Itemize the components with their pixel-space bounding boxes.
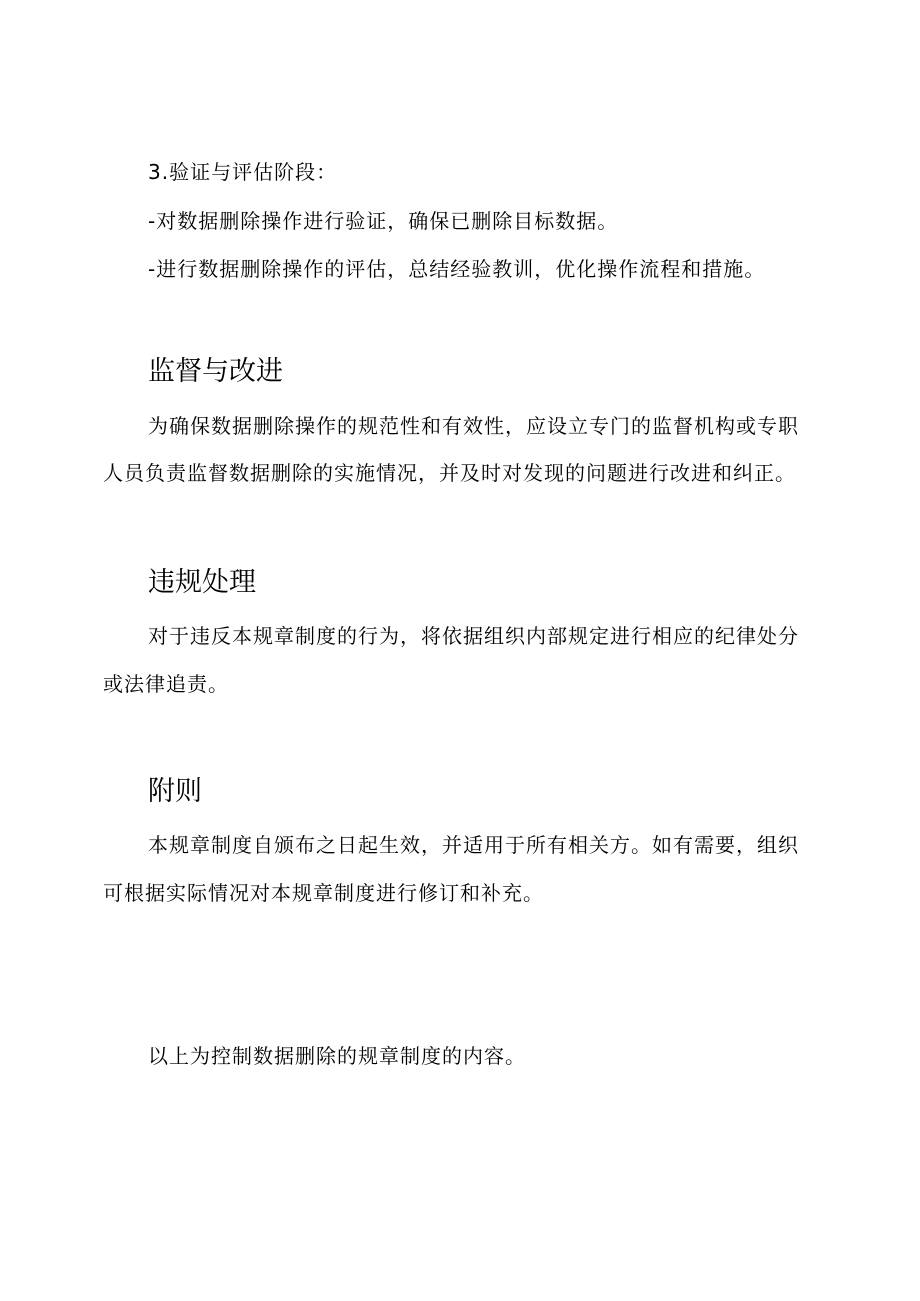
closing-statement: 以上为控制数据删除的规章制度的内容。 — [148, 1044, 526, 1068]
section-heading-violation: 违规处理 — [148, 567, 256, 598]
section-supplementary-line-1: 本规章制度自颁布之日起生效，并适用于所有相关方。如有需要，组织 — [148, 833, 799, 857]
stage3-title: 3.验证与评估阶段： — [148, 160, 338, 184]
section-heading-supplementary: 附则 — [148, 776, 202, 807]
section-supervision-line-2: 人员负责监督数据删除的实施情况，并及时对发现的问题进行改进和纠正。 — [103, 461, 796, 485]
stage3-item-evaluate: -进行数据删除操作的评估，总结经验教训，优化操作流程和措施。 — [148, 257, 766, 281]
stage3-item-verify: -对数据删除操作进行验证，确保已删除目标数据。 — [148, 209, 619, 233]
section-violation-line-1: 对于违反本规章制度的行为，将依据组织内部规定进行相应的纪律处分 — [148, 624, 799, 648]
section-supervision-line-1: 为确保数据删除操作的规范性和有效性，应设立专门的监督机构或专职 — [148, 414, 799, 438]
section-heading-supervision: 监督与改进 — [148, 356, 283, 387]
section-violation-line-2: 或法律追责。 — [103, 672, 229, 696]
section-supplementary-line-2: 可根据实际情况对本规章制度进行修订和补充。 — [103, 881, 544, 905]
